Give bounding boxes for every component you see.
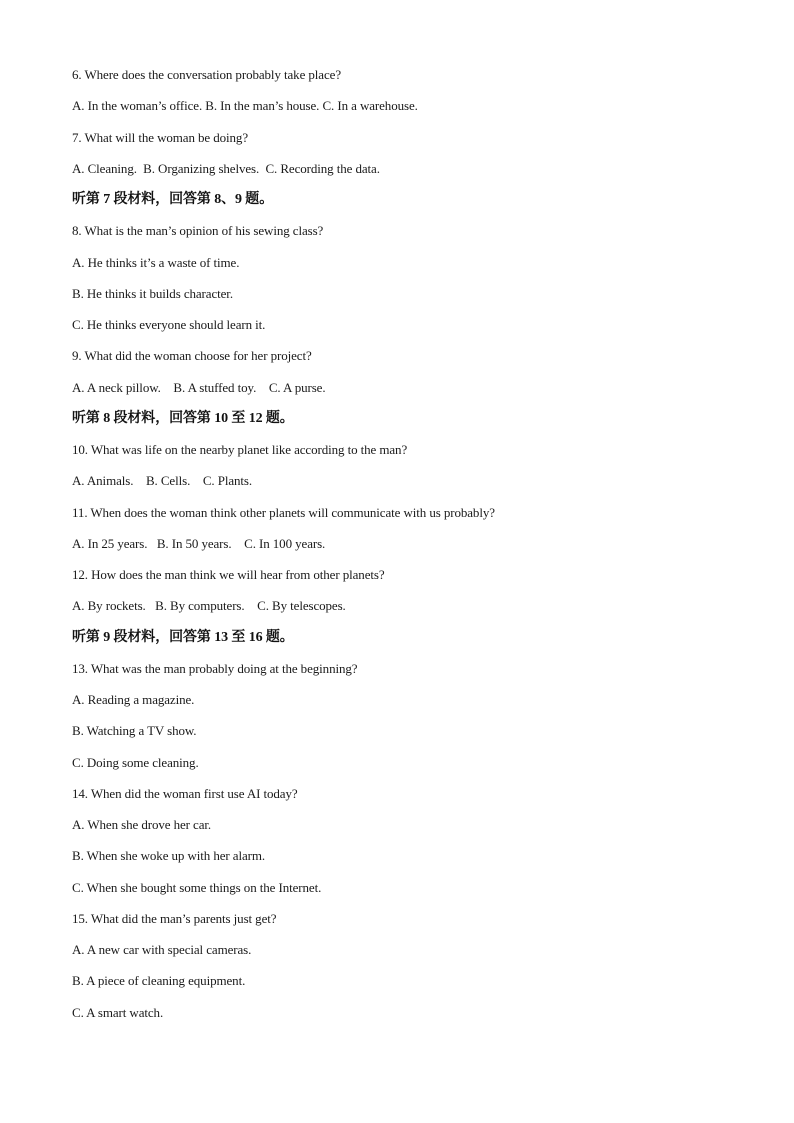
question-8: 8. What is the man’s opinion of his sewing class? xyxy=(72,223,324,239)
listening-questions xyxy=(72,66,732,1035)
question-10-options: A. Animals. B. Cells. C. Plants. xyxy=(72,473,253,489)
question-15-option-a: A. A new car with special cameras. xyxy=(72,942,252,957)
question-8-option-a: A. He thinks it’s a waste of time. xyxy=(72,254,240,270)
question-13: 13. What was the man probably doing at the beginning? xyxy=(72,660,358,676)
question-6-options: A. In the woman’s office. B. In the man’s house. C. In a warehouse. xyxy=(72,98,418,114)
question-8-option-c: C. He thinks everyone should learn it. xyxy=(72,317,266,332)
question-14: 14. When did the woman first use AI today? xyxy=(72,785,298,801)
question-15: 15. What did the man’s parents just get? xyxy=(72,910,277,926)
question-11: 11. When does the woman think other planets will communicate with us probably? xyxy=(72,504,495,520)
question-15-option-c: C. A smart watch. xyxy=(72,1004,164,1020)
question-14-option-b: B. When she woke up with her alarm. xyxy=(72,848,266,864)
question-6: 6. Where does the conversation probably take place? xyxy=(72,67,341,82)
question-7: 7. What will the woman be doing? xyxy=(72,129,248,145)
question-10: 10. What was life on the nearby planet like according to the man? xyxy=(72,442,408,457)
question-13-option-a: A. Reading a magazine. xyxy=(72,692,195,707)
question-13-option-c: C. Doing some cleaning. xyxy=(72,754,199,770)
question-12: 12. How does the man think we will hear from other planets? xyxy=(72,567,385,582)
question-7-options: A. Cleaning. B. Organizing shelves. C. Recording the data. xyxy=(72,160,380,176)
question-9: 9. What did the woman choose for her project? xyxy=(72,348,312,364)
question-9-options: A. A neck pillow. B. A stuffed toy. C. A purse. xyxy=(72,379,326,395)
question-15-option-b: B. A piece of cleaning equipment. xyxy=(72,973,246,989)
section-heading-passage-7: 听第 7 段材料，回答第 8、9 题。 xyxy=(72,192,274,207)
question-14-option-a: A. When she drove her car. xyxy=(72,817,212,832)
section-heading-passage-9: 听第 9 段材料，回答第 13 至 16 题。 xyxy=(72,629,294,645)
section-heading-passage-8: 听第 8 段材料，回答第 10 至 12 题。 xyxy=(72,410,294,426)
question-8-option-b: B. He thinks it builds character. xyxy=(72,285,233,301)
question-12-options: A. By rockets. B. By computers. C. By telescopes. xyxy=(72,598,346,614)
question-11-options: A. In 25 years. B. In 50 years. C. In 100 years. xyxy=(72,535,326,551)
question-13-option-b: B. Watching a TV show. xyxy=(72,723,197,739)
question-14-option-c: C. When she bought some things on the Internet. xyxy=(72,879,322,895)
